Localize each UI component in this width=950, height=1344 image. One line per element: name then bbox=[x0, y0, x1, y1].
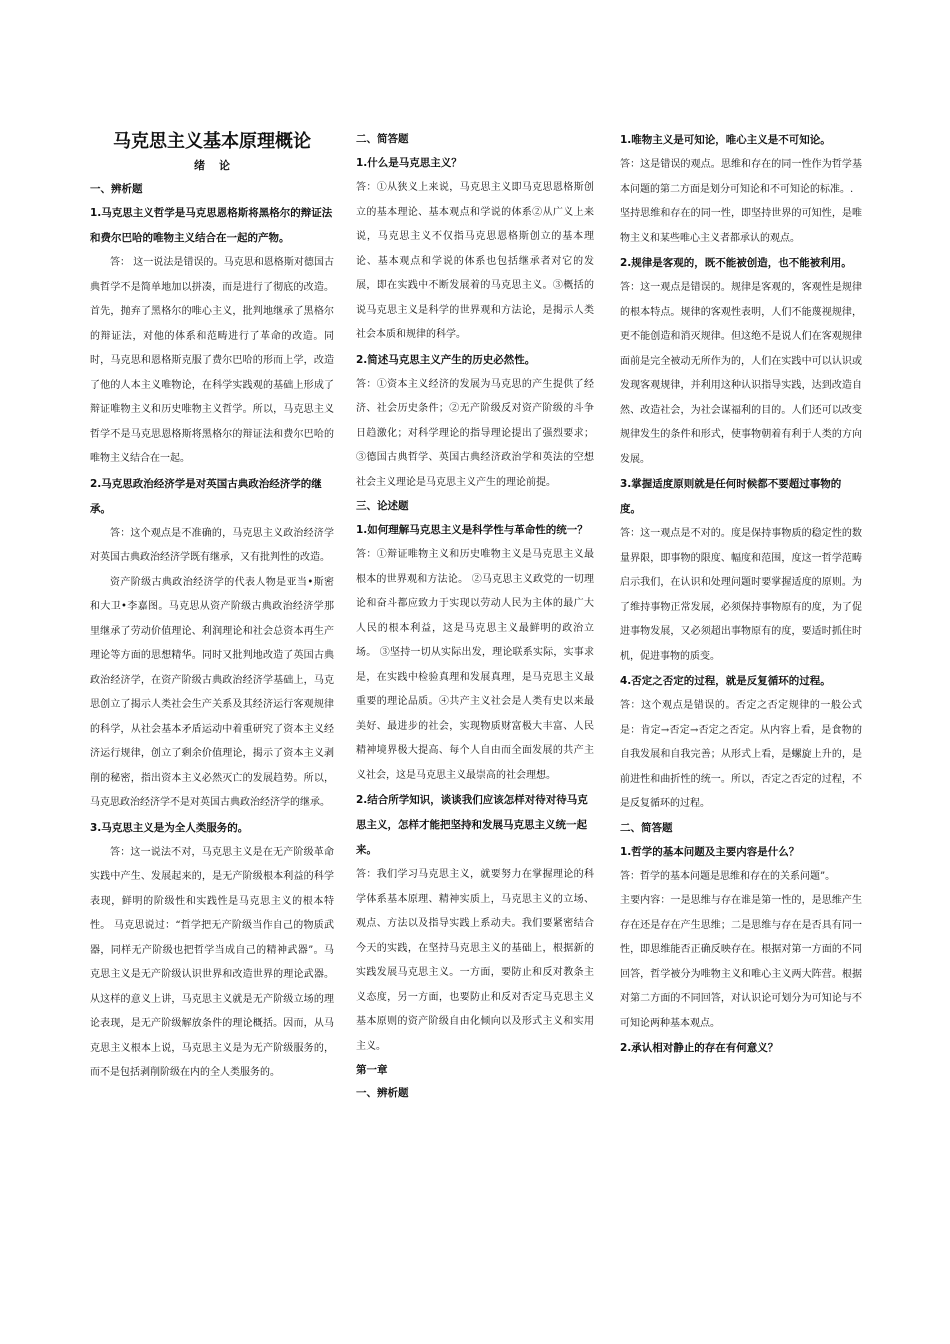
answer: 坚持思维和存在的同一性，即坚持世界的可知性，是唯物主义和某些唯心主义者都承认的观点。 bbox=[620, 208, 862, 244]
answer: 答：哲学的基本问题是思维和存在的关系问题”。 bbox=[620, 870, 836, 882]
answer: 答：这个观点是错误的。否定之否定规律的一般公式是：肯定→否定→否定之否定。从内容上看，是食物的自我发展和自我完善；从形式上看，是螺旋上升的，是前进性和曲折性的统一。所以，否定之否定的过程，不是反复循环的过程。 bbox=[620, 700, 862, 809]
question: 3.掌握适度原则就是任何时候都不要超过事物的度。 bbox=[620, 478, 842, 515]
answer: 答：这一说法不对，马克思主义是在无产阶级革命实践中产生、发展起来的，是无产阶级根本利益的科学表现，鲜明的阶级性和实践性是马克思主义的根本特性。 马克思说过：“哲学把无产阶级当作自己的物质武器，同样无产阶级也把哲学当成自己的精神武器”。马克思主义是无产阶级认识世界和改造世界的理论武器。从这样的意义上讲，马克思主义就是无产阶级立场的理论表现，是无产阶级解放条件的理论概括。因而，从马克思主义根本上说，马克思主义是为无产阶级服务的，而不是包括剥削阶级在内的全人类服务的。 bbox=[90, 846, 334, 1078]
question: 2.规律是客观的，既不能被创造，也不能被利用。 bbox=[620, 257, 852, 269]
section-heading: 三、论述题 bbox=[356, 500, 409, 512]
answer: 答：①从狭义上来说，马克思主义即马克思恩格斯创立的基本理论、基本观点和学说的体系②从广义上来说，马克思主义不仅指马克思恩格斯创立的基本理论、基本观点和学说的体系也包括继承者对它的发展，即在实践中不断发展着的马克思主义。③概括的说马克思主义是科学的世界观和方法论，是揭示人类社会本质和规律的科学。 bbox=[356, 182, 594, 340]
answer: 答：①辩证唯物主义和历史唯物主义是马克思主义最根本的世界观和方法论。 ②马克思主义政党的一切理论和奋斗都应致力于实现以劳动人民为主体的最广大人民的根本利益，这是马克思主义最鲜明的政治立场。 ③坚持一切从实际出发，理论联系实际，实事求是，在实践中检验真理和发展真理，是马克思主义最重要的理论品质。④共产主义社会是人类有史以来最美好、最进步的社会，实现物质财富极大丰富、人民精神境界极大提高、每个人自由而全面发展的共产主义社会，这是马克思主义最崇高的社会理想。 bbox=[356, 549, 594, 781]
answer: 答：这一观点是不对的。度是保持事物质的稳定性的数量界限，即事物的限度、幅度和范围，度这一哲学范畴启示我们，在认识和处理问题时要掌握适度的原则。为了维持事物正常发展，必须保持事物原有的度，为了促进事物发展，又必须超出事物原有的度，要适时抓住时机，促进事物的质变。 bbox=[620, 528, 862, 662]
answer: 主要内容：一是思维与存在谁是第一性的，是思维产生存在还是存在产生思维；二是思维与存在是否具有同一性，即思维能否正确反映存在。根据对第一方面的不同回答，哲学被分为唯物主义和唯心主义两大阵营。根据对第二方面的不同回答，对认识论可划分为可知论与不可知论两种基本观点。 bbox=[620, 895, 862, 1029]
question: 1.马克思主义哲学是马克思恩格斯将黑格尔的辩证法和费尔巴哈的唯物主义结合在一起的产物。 bbox=[90, 207, 333, 244]
column-1 bbox=[90, 128, 334, 1278]
question: 1.如何理解马克思主义是科学性与革命性的统一？ bbox=[356, 524, 588, 536]
column-2 bbox=[356, 128, 594, 1278]
section-heading: 二、简答题 bbox=[620, 821, 673, 834]
question: 3.马克思主义是为全人类服务的。 bbox=[90, 821, 249, 834]
question: 4.否定之否定的过程，就是反复循环的过程。 bbox=[620, 675, 831, 687]
document-title: 马克思主义基本原理概论 bbox=[113, 131, 311, 152]
answer: 答：这一观点是错误的。规律是客观的，客观性是规律的根本特点。规律的客观性表明，人们不能蔑视规律，更不能创造和消灭规律。但这绝不是说人们在客观规律面前是完全被动无所作为的，人们在实践中可以认识或发现客观规律，并利用这种认识指导实践，达到改造自然、改造社会，为社会谋福利的目的。人们还可以改变规律发生的条件和形式，使事物朝着有利于人类的方向发展。 bbox=[620, 282, 862, 465]
question: 1.什么是马克思主义？ bbox=[356, 157, 462, 169]
document-subtitle: 绪论 bbox=[194, 159, 244, 172]
question: 2.马克思政治经济学是对英国古典政治经济学的继承。 bbox=[90, 477, 322, 515]
answer: 资产阶级古典政治经济学的代表人物是亚当•斯密和大卫•李嘉图。马克思从资产阶级古典政治经济学那里继承了劳动价值理论、利润理论和社会总资本再生产理论等方面的思想精华。同时又批判地改造了英国古典政治经济学，在资产阶级古典政治经济学基础上，马克思创立了揭示人类社会生产关系及其经济运行客观规律的科学，从社会基本矛盾运动中着重研究了资本主义经济运行规律，创立了剩余价值理论，揭示了资本主义剥削的秘密，指出资本主义必然灭亡的发展趋势。所以，马克思政治经济学不是对英国古典政治经济学的继承。 bbox=[90, 576, 334, 808]
answer: 答： 这一说法是错误的。马克思和恩格斯对德国古典哲学不是简单地加以拼凑，而是进行了彻底的改造。首先，抛弃了黑格尔的唯心主义，批判地继承了黑格尔的辩证法，对他的体系和范畴进行了革命的改造。同时，马克思和恩格斯克服了费尔巴哈的形而上学，改造了他的人本主义唯物论，在科学实践观的基础上形成了辩证唯物主义和历史唯物主义哲学。所以，马克思主义哲学不是马克思恩格斯将黑格尔的辩证法和费尔巴哈的唯物主义结合在一起。 bbox=[90, 257, 334, 464]
question: 2.结合所学知识，谈谈我们应该怎样对待对待马克思主义，怎样才能把坚持和发展马克思主义统一起来。 bbox=[356, 794, 588, 856]
question: 2.简述马克思主义产生的历史必然性。 bbox=[356, 353, 536, 366]
question: 2.承认相对静止的存在有何意义？ bbox=[620, 1042, 779, 1054]
answer: 答：这是错误的观点。思维和存在的同一性作为哲学基本问题的第二方面是划分可知论和不可知论的标准。. bbox=[620, 159, 862, 195]
question: 1.唯物主义是可知论，唯心主义是不可知论。 bbox=[620, 134, 831, 146]
column-3 bbox=[620, 128, 862, 1278]
section-heading: 一、辨析题 bbox=[90, 183, 143, 195]
section-heading: 一、辨析题 bbox=[356, 1087, 409, 1099]
question: 1.哲学的基本问题及主要内容是什么？ bbox=[620, 845, 800, 858]
chapter-heading: 第一章 bbox=[356, 1064, 388, 1076]
section-heading: 二、简答题 bbox=[356, 133, 409, 145]
answer: 答：①资本主义经济的发展为马克思的产生提供了经济、社会历史条件；②无产阶级反对资产阶级的斗争日趋激化；对科学理论的指导理论提出了强烈要求；③德国古典哲学、英国古典经济政治学和英法的空想社会主义理论是马克思主义产生的理论前提。 bbox=[356, 378, 594, 488]
answer: 答：这个观点是不准确的，马克思主义政治经济学对英国古典政治经济学既有继承，又有批判性的改造。 bbox=[90, 527, 334, 563]
answer: 答：我们学习马克思主义，就要努力在掌握理论的科学体系基本原理、精神实质上，马克思主义的立场、观点、方法以及指导实践上系动夫。我们要紧密结合今天的实践，在坚持马克思主义的基础上，根据新的实践发展马克思主义。一方面，要防止和反对教条主义态度，另一方面，也要防止和反对否定马克思主义基本原则的资产阶级自由化倾向以及形式主义和实用主义。 bbox=[356, 869, 594, 1052]
